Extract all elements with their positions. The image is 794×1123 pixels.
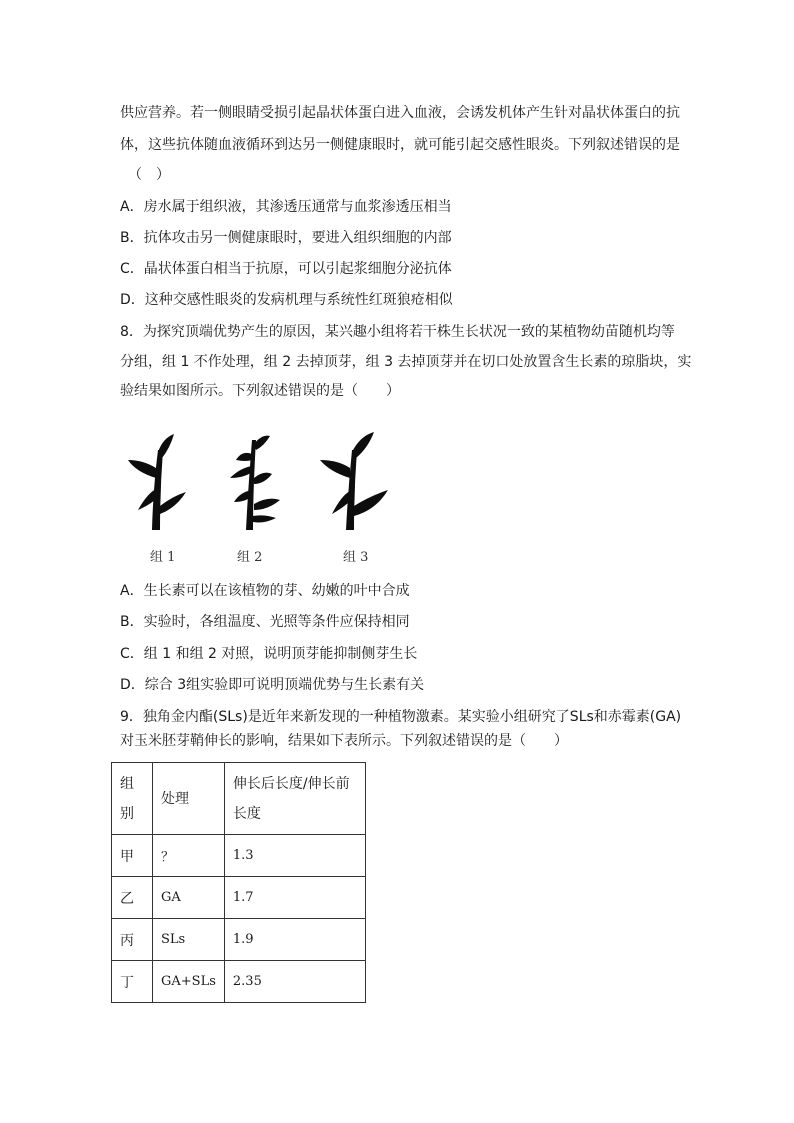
q8-option-b: B．实验时，各组温度、光照等条件应保持相同 (120, 614, 410, 630)
q7-option-d: D．这种交感性眼炎的发病机理与系统性红斑狼疮相似 (120, 292, 453, 308)
q8-option-a: A．生长素可以在该植物的芽、幼嫩的叶中合成 (120, 583, 410, 599)
caption-group-1: 组 1 (150, 550, 176, 565)
q9-stem-line-1: 9．独角金内酯(SLs)是近年来新发现的一种植物激素。某实验小组研究了SLs和赤霉素(GA) (120, 709, 682, 725)
plant-group-2 (230, 436, 280, 530)
header-treatment: 处理 (153, 763, 225, 835)
caption-group-2: 组 2 (237, 550, 263, 565)
table-row: 丁 GA+SLs 2.35 (112, 961, 366, 1003)
table-row: 乙 GA 1.7 (112, 877, 366, 919)
q7-option-b: B．抗体攻击另一侧健康眼时，要进入组织细胞的内部 (120, 230, 452, 246)
q9-stem-line-2: 对玉米胚芽鞘伸长的影响，结果如下表所示。下列叙述错误的是（ ） (120, 733, 568, 749)
q8-option-c: C．组 1 和组 2 对照，说明顶芽能抑制侧芽生长 (120, 646, 418, 662)
q7-option-c: C．晶状体蛋白相当于抗原，可以引起浆细胞分泌抗体 (120, 261, 452, 277)
intro-line-1: 供应营养。若一侧眼睛受损引起晶状体蛋白进入血液，会诱发机体产生针对晶状体蛋白的抗 (120, 105, 680, 121)
header-ratio: 伸长后长度/伸长前 长度 (224, 763, 365, 835)
results-table (111, 762, 366, 1003)
plant-group-3 (320, 432, 388, 530)
answer-blank: （ ） (128, 167, 170, 183)
plant-group-1 (128, 434, 186, 530)
intro-line-2: 体，这些抗体随血液循环到达另一侧健康眼时，就可能引起交感性眼炎。下列叙述错误的是 (120, 137, 680, 153)
q8-stem-line-2: 分组，组 1 不作处理，组 2 去掉顶芽，组 3 去掉顶芽并在切口处放置含生长素的琼脂块，实 (120, 354, 692, 370)
caption-group-3: 组 3 (343, 550, 369, 565)
table-header-row (112, 763, 366, 835)
table-row: 丙 SLs 1.9 (112, 919, 366, 961)
q8-stem-line-1: 8．为探究顶端优势产生的原因，某兴趣小组将若干株生长状况一致的某植物幼苗随机均等 (120, 324, 675, 340)
header-group: 组 别 (112, 763, 153, 835)
q7-option-a: A．房水属于组织液，其渗透压通常与血浆渗透压相当 (120, 199, 452, 215)
table-row: 甲 ？ 1.3 (112, 835, 366, 877)
q8-stem-line-3: 验结果如图所示。下列叙述错误的是（ ） (120, 383, 400, 399)
q8-option-d: D．综合 3组实验即可说明顶端优势与生长素有关 (120, 677, 425, 693)
